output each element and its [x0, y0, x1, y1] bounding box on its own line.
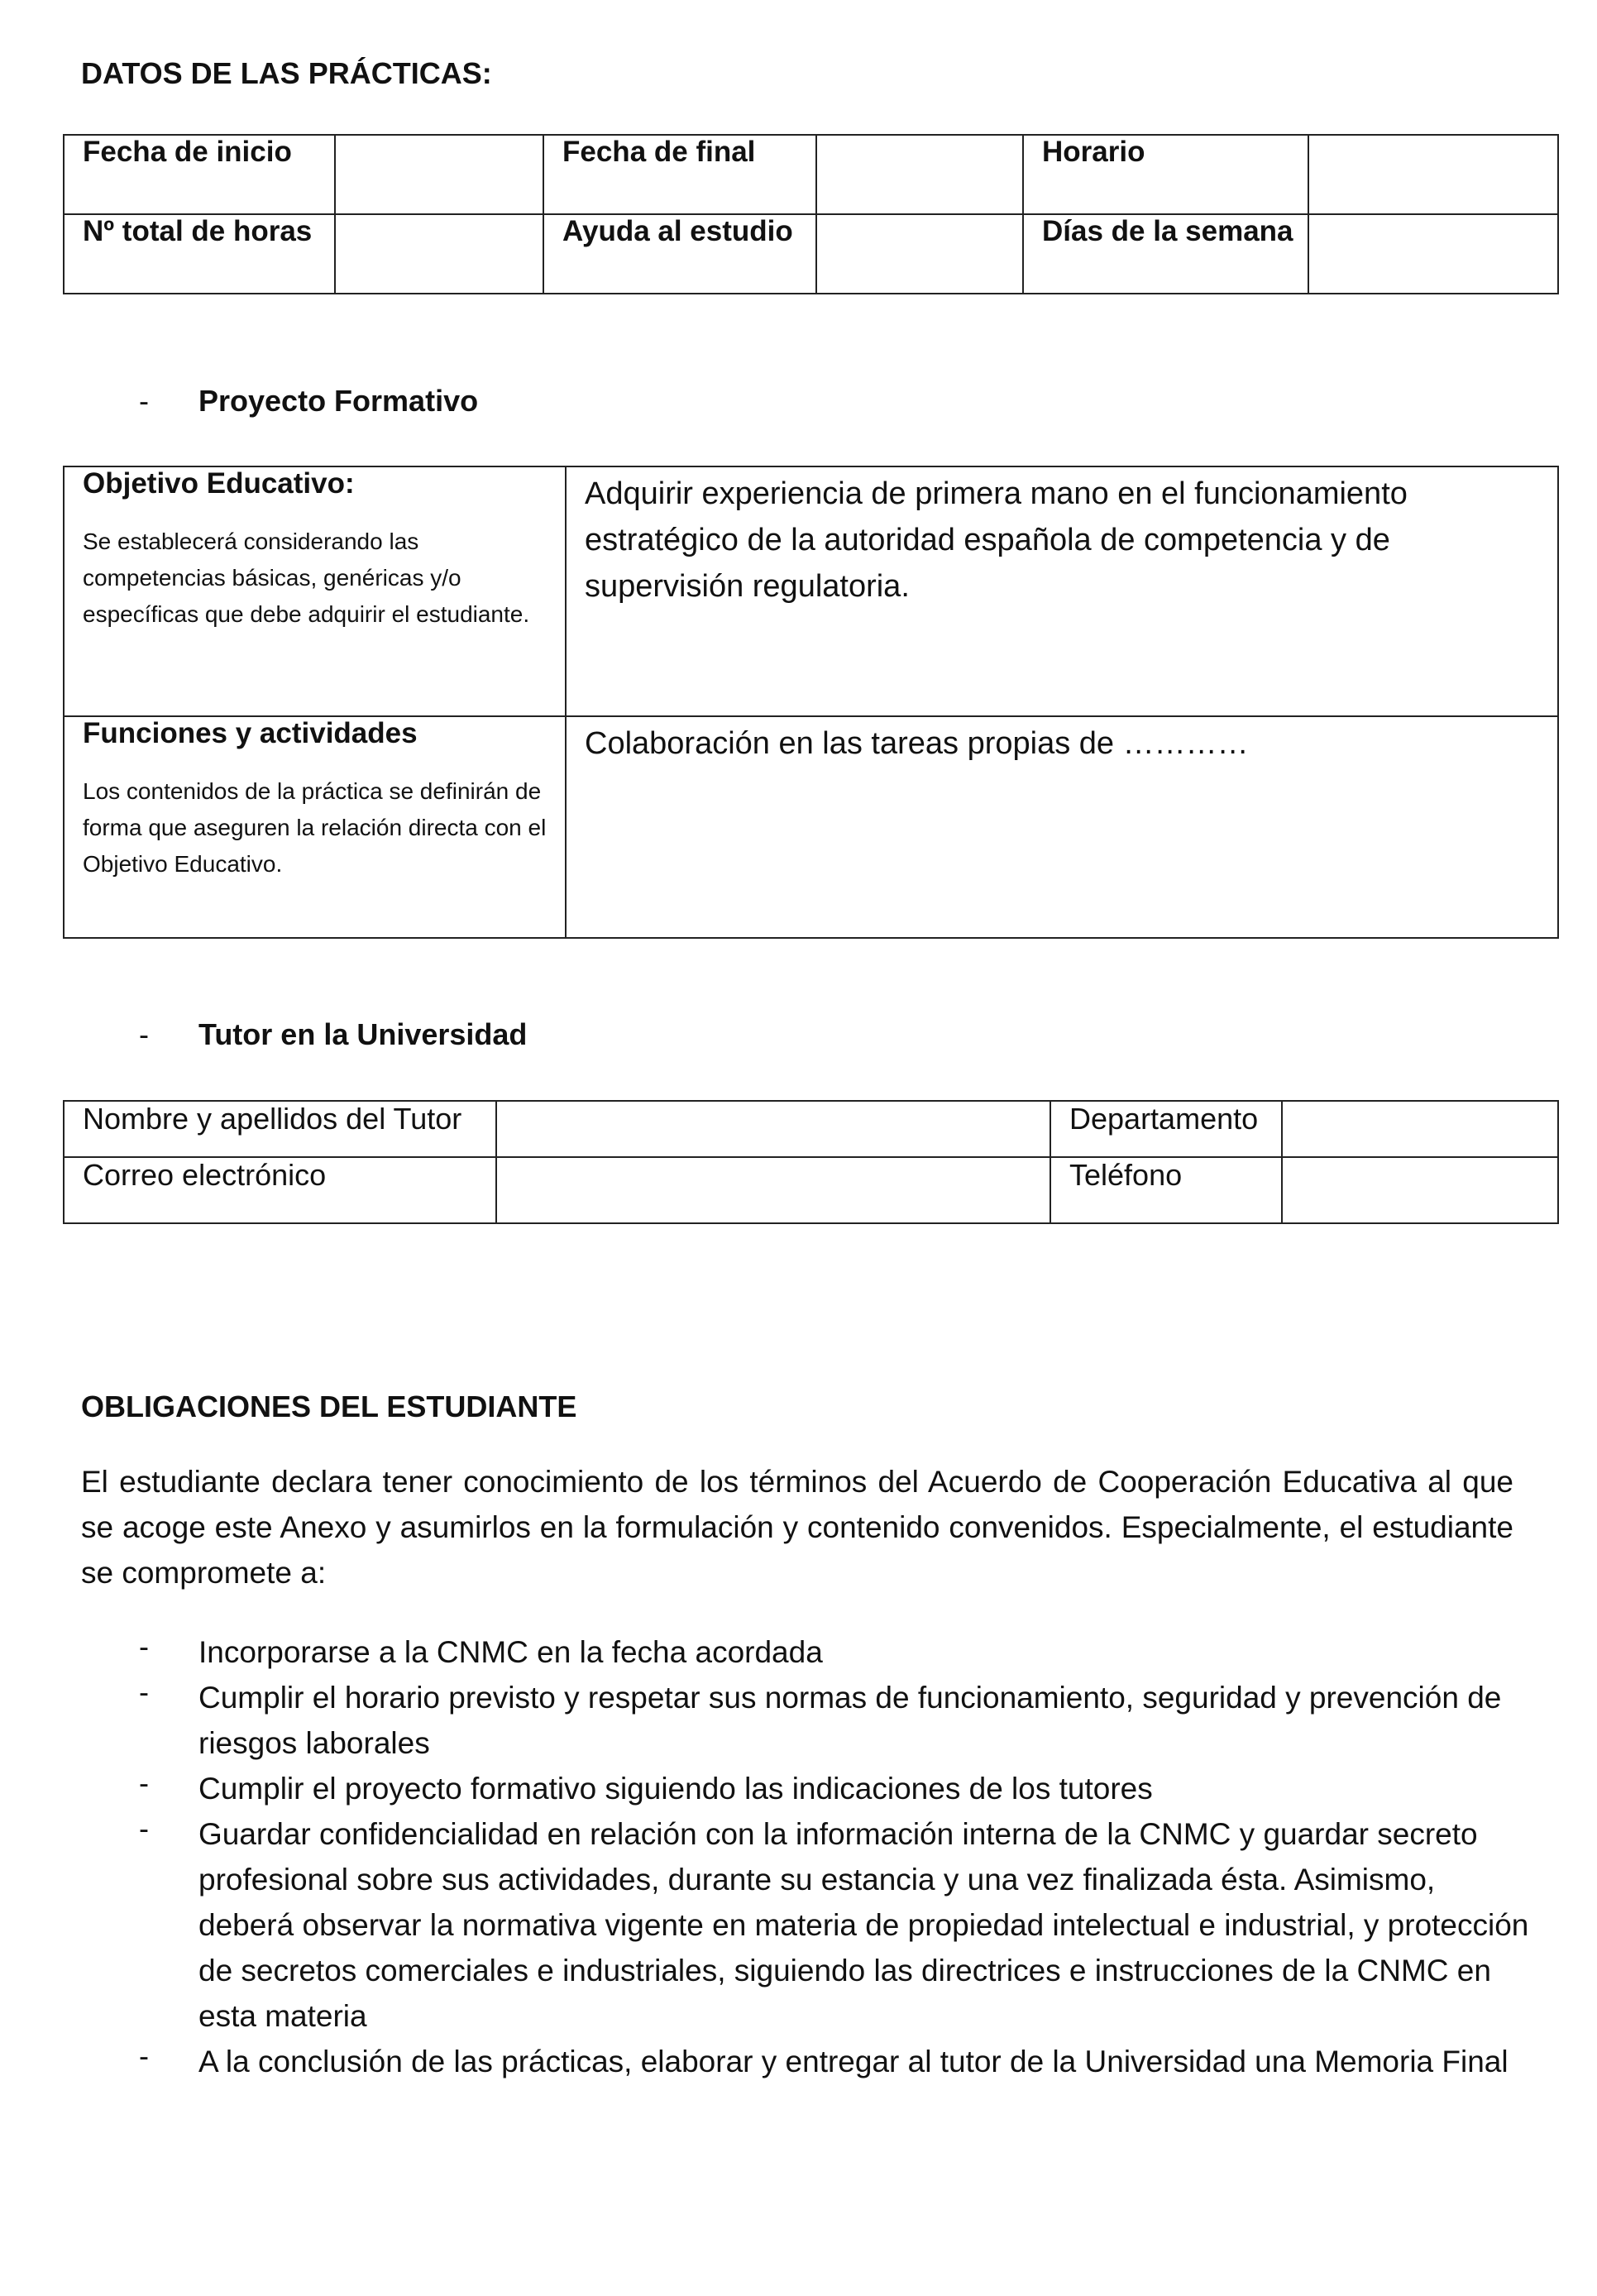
funciones-note: Los contenidos de la práctica se definirán de forma que aseguren la relación directa con el Objetivo Educativo.: [83, 778, 547, 877]
label-ayuda-estudio: Ayuda al estudio: [543, 214, 816, 294]
field-total-horas: [335, 214, 543, 294]
label-telefono: Teléfono: [1050, 1157, 1282, 1223]
table-row: [64, 135, 1558, 214]
list-item: Cumplir el horario previsto y respetar sus normas de funcionamiento, seguridad y prevención de riesgos laborales: [198, 1681, 1502, 1760]
field-fecha-inicio: [335, 135, 543, 214]
heading-tutor-universidad: Tutor en la Universidad: [198, 1017, 528, 1051]
heading-obligaciones: OBLIGACIONES DEL ESTUDIANTE: [81, 1390, 577, 1423]
field-correo: [496, 1157, 1050, 1223]
section-title-datos: DATOS DE LAS PRÁCTICAS:: [81, 56, 492, 90]
field-ayuda-estudio: [816, 214, 1023, 294]
field-horario: [1308, 135, 1558, 214]
field-dias-semana: [1308, 214, 1558, 294]
bullet-dash: -: [139, 384, 149, 418]
objetivo-value: Adquirir experiencia de primera mano en el funcionamiento estratégico de la autoridad española de competencia y de supervisión regulatoria.: [566, 466, 1558, 716]
bullet-dash: -: [139, 1017, 149, 1051]
label-horario: Horario: [1023, 135, 1308, 214]
label-departamento: Departamento: [1050, 1101, 1282, 1157]
field-nombre-tutor: [496, 1101, 1050, 1157]
label-fecha-final: Fecha de final: [543, 135, 816, 214]
label-correo: Correo electrónico: [64, 1157, 496, 1223]
funciones-label-cell: [64, 716, 566, 938]
table-row: [64, 1101, 1558, 1157]
label-nombre-tutor: Nombre y apellidos del Tutor: [64, 1101, 496, 1157]
bullet-dash: -: [139, 1766, 149, 1800]
list-item: Incorporarse a la CNMC en la fecha acordada: [198, 1635, 823, 1669]
datos-table: [63, 134, 1559, 294]
funciones-value: Colaboración en las tareas propias de …………: [566, 716, 1558, 938]
funciones-label: Funciones y actividades: [83, 717, 418, 749]
heading-proyecto-formativo: Proyecto Formativo: [198, 384, 479, 418]
list-item: A la conclusión de las prácticas, elaborar y entregar al tutor de la Universidad una Memoria Final: [198, 2045, 1509, 2078]
label-fecha-inicio: Fecha de inicio: [64, 135, 335, 214]
table-row: [64, 716, 1558, 938]
objetivo-label: Objetivo Educativo:: [83, 467, 355, 500]
tutor-table: [63, 1100, 1559, 1224]
field-fecha-final: [816, 135, 1023, 214]
field-departamento: [1282, 1101, 1558, 1157]
objetivo-label-cell: [64, 466, 566, 716]
table-row: [64, 466, 1558, 716]
proyecto-table: [63, 466, 1559, 939]
list-item: Guardar confidencialidad en relación con la información interna de la CNMC y guardar secreto profesional sobre sus actividades, durante su estancia y una vez finalizada ésta. Asimismo, deberá observar la normativa vigente en materia de propiedad intelectual e industrial, y protección de secretos comerciales e industriales, siguiendo las directrices e instrucciones de la CNMC en esta materia: [198, 1817, 1529, 2033]
list-item: Cumplir el proyecto formativo siguiendo las indicaciones de los tutores: [198, 1772, 1153, 1806]
objetivo-note: Se establecerá considerando las competencias básicas, genéricas y/o específicas que debe adquirir el estudiante.: [83, 529, 530, 627]
table-row: [64, 214, 1558, 294]
label-total-horas: Nº total de horas: [64, 214, 335, 294]
field-telefono: [1282, 1157, 1558, 1223]
obligaciones-intro: El estudiante declara tener conocimiento de los términos del Acuerdo de Cooperación Educativa al que se acoge este Anexo y asumirlos en la formulación y contenido convenidos. Especialmente, el estudiante se compromete a:: [81, 1465, 1513, 1590]
table-row: [64, 1157, 1558, 1223]
bullet-dash: -: [139, 1629, 149, 1663]
bullet-dash: -: [139, 1675, 149, 1709]
bullet-dash: -: [139, 2039, 149, 2073]
label-dias-semana: Días de la semana: [1023, 214, 1308, 294]
bullet-dash: -: [139, 1811, 149, 1845]
